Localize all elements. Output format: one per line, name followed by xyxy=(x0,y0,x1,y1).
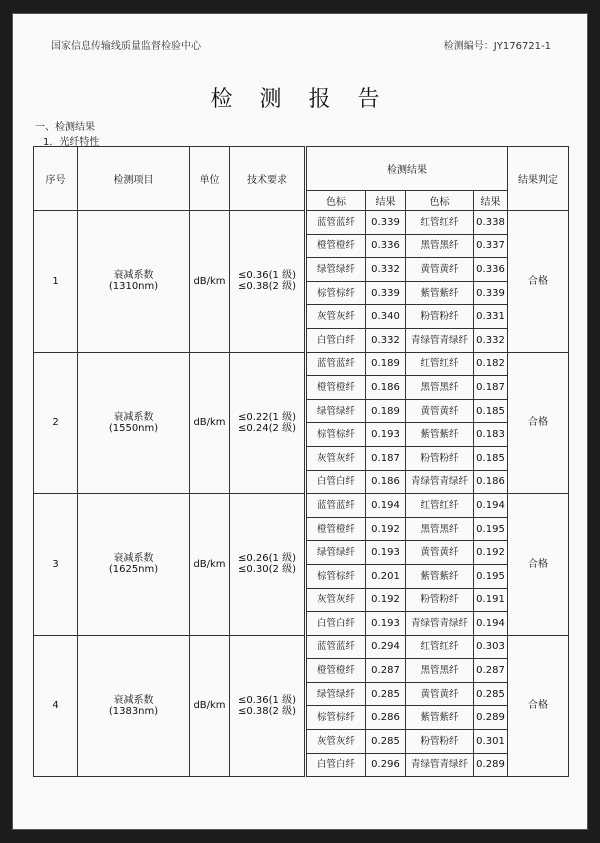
fiber-color-2: 黑管黑纤 xyxy=(406,659,474,683)
fiber-result-1: 0.332 xyxy=(366,258,406,282)
requirement-grade-2: ≤0.38(2 级) xyxy=(238,281,296,293)
fiber-result-2: 0.336 xyxy=(474,258,508,282)
report-page xyxy=(12,13,588,830)
fiber-result-1: 0.336 xyxy=(366,234,406,258)
subheader-value-2: 结果 xyxy=(474,191,508,211)
fiber-color-1: 蓝管蓝纤 xyxy=(306,352,366,376)
fiber-result-1: 0.193 xyxy=(366,541,406,565)
test-item-name: 衰减系数 xyxy=(113,553,154,565)
fiber-color-1: 白管白纤 xyxy=(306,470,366,494)
fiber-color-1: 橙管橙纤 xyxy=(306,659,366,683)
fiber-color-1: 棕管棕纤 xyxy=(306,423,366,447)
header-results: 检测结果 xyxy=(306,147,508,191)
fiber-result-1: 0.340 xyxy=(366,305,406,329)
results-table xyxy=(33,146,569,777)
fiber-color-2: 红管红纤 xyxy=(406,352,474,376)
fiber-color-2: 粉管粉纤 xyxy=(406,305,474,329)
unit-cell: dB/km xyxy=(190,211,230,353)
table-row xyxy=(34,635,569,659)
requirement-cell xyxy=(230,352,306,494)
fiber-color-1: 蓝管蓝纤 xyxy=(306,494,366,518)
fiber-color-2: 黑管黑纤 xyxy=(406,517,474,541)
header-requirement: 技术要求 xyxy=(230,147,306,211)
test-item-name: 衰减系数 xyxy=(113,270,154,282)
header-item: 检测项目 xyxy=(78,147,190,211)
fiber-color-1: 棕管棕纤 xyxy=(306,281,366,305)
subheader-color-2: 色标 xyxy=(406,191,474,211)
fiber-result-1: 0.285 xyxy=(366,730,406,754)
fiber-result-2: 0.331 xyxy=(474,305,508,329)
report-number: 检测编号：JY176721-1 xyxy=(443,41,551,52)
fiber-color-2: 紫管紫纤 xyxy=(406,706,474,730)
fiber-result-1: 0.294 xyxy=(366,635,406,659)
test-item-wavelength: (1383nm) xyxy=(108,705,159,717)
test-item-name: 衰减系数 xyxy=(113,411,154,423)
requirement-grade-1: ≤0.22(1 级) xyxy=(238,411,296,423)
fiber-result-1: 0.193 xyxy=(366,423,406,447)
fiber-color-1: 白管白纤 xyxy=(306,328,366,352)
requirement-cell xyxy=(230,494,306,636)
test-item-name: 衰减系数 xyxy=(113,694,154,706)
group-index: 2 xyxy=(34,352,78,494)
fiber-color-2: 黑管黑纤 xyxy=(406,376,474,400)
fiber-result-2: 0.192 xyxy=(474,541,508,565)
fiber-result-1: 0.339 xyxy=(366,211,406,235)
fiber-result-2: 0.301 xyxy=(474,730,508,754)
requirement-grade-2: ≤0.30(2 级) xyxy=(238,564,296,576)
judgement-cell: 合格 xyxy=(508,211,569,353)
fiber-color-2: 粉管粉纤 xyxy=(406,588,474,612)
fiber-color-2: 紫管紫纤 xyxy=(406,423,474,447)
test-item-wavelength: (1625nm) xyxy=(108,564,159,576)
fiber-color-2: 紫管紫纤 xyxy=(406,281,474,305)
test-item-wavelength: (1550nm) xyxy=(108,422,159,434)
fiber-color-2: 红管红纤 xyxy=(406,494,474,518)
requirement-grade-1: ≤0.36(1 级) xyxy=(238,694,296,706)
fiber-color-1: 绿管绿纤 xyxy=(306,682,366,706)
fiber-color-1: 灰管灰纤 xyxy=(306,730,366,754)
table-row xyxy=(34,494,569,518)
fiber-color-2: 紫管紫纤 xyxy=(406,564,474,588)
fiber-result-2: 0.337 xyxy=(474,234,508,258)
fiber-result-2: 0.182 xyxy=(474,352,508,376)
fiber-color-2: 青绿管青绿纤 xyxy=(406,753,474,777)
group-index: 1 xyxy=(34,211,78,353)
group-index: 3 xyxy=(34,494,78,636)
group-index: 4 xyxy=(34,635,78,777)
fiber-result-1: 0.186 xyxy=(366,470,406,494)
fiber-result-1: 0.296 xyxy=(366,753,406,777)
unit-cell: dB/km xyxy=(190,494,230,636)
fiber-color-1: 灰管灰纤 xyxy=(306,305,366,329)
header-judgement: 结果判定 xyxy=(508,147,569,211)
header-index: 序号 xyxy=(34,147,78,211)
fiber-color-2: 粉管粉纤 xyxy=(406,730,474,754)
fiber-result-1: 0.192 xyxy=(366,588,406,612)
judgement-cell: 合格 xyxy=(508,635,569,777)
fiber-color-1: 棕管棕纤 xyxy=(306,564,366,588)
fiber-result-1: 0.189 xyxy=(366,352,406,376)
fiber-result-1: 0.286 xyxy=(366,706,406,730)
test-item xyxy=(78,211,190,353)
fiber-result-1: 0.193 xyxy=(366,612,406,636)
fiber-result-2: 0.289 xyxy=(474,753,508,777)
fiber-result-1: 0.194 xyxy=(366,494,406,518)
subheader-value-1: 结果 xyxy=(366,191,406,211)
fiber-color-1: 橙管橙纤 xyxy=(306,517,366,541)
fiber-result-2: 0.195 xyxy=(474,517,508,541)
header-unit: 单位 xyxy=(190,147,230,211)
unit-cell: dB/km xyxy=(190,352,230,494)
fiber-color-2: 黄管黄纤 xyxy=(406,258,474,282)
table-row xyxy=(34,352,569,376)
fiber-result-2: 0.185 xyxy=(474,446,508,470)
fiber-color-2: 黄管黄纤 xyxy=(406,541,474,565)
fiber-color-1: 棕管棕纤 xyxy=(306,706,366,730)
fiber-color-1: 绿管绿纤 xyxy=(306,258,366,282)
fiber-result-2: 0.194 xyxy=(474,494,508,518)
fiber-result-1: 0.339 xyxy=(366,281,406,305)
fiber-result-1: 0.332 xyxy=(366,328,406,352)
fiber-result-1: 0.287 xyxy=(366,659,406,683)
fiber-result-1: 0.192 xyxy=(366,517,406,541)
fiber-color-1: 灰管灰纤 xyxy=(306,446,366,470)
fiber-color-2: 粉管粉纤 xyxy=(406,446,474,470)
fiber-result-2: 0.195 xyxy=(474,564,508,588)
fiber-color-1: 橙管橙纤 xyxy=(306,234,366,258)
fiber-result-2: 0.287 xyxy=(474,659,508,683)
fiber-result-2: 0.338 xyxy=(474,211,508,235)
fiber-result-2: 0.183 xyxy=(474,423,508,447)
report-title: 检 测 报 告 xyxy=(210,87,390,112)
fiber-result-1: 0.186 xyxy=(366,376,406,400)
fiber-color-1: 蓝管蓝纤 xyxy=(306,211,366,235)
requirement-grade-1: ≤0.26(1 级) xyxy=(238,553,296,565)
section-heading: 一、检测结果 xyxy=(35,122,95,133)
test-item-wavelength: (1310nm) xyxy=(108,281,159,293)
fiber-result-1: 0.285 xyxy=(366,682,406,706)
fiber-result-1: 0.201 xyxy=(366,564,406,588)
fiber-color-1: 蓝管蓝纤 xyxy=(306,635,366,659)
unit-cell: dB/km xyxy=(190,635,230,777)
fiber-color-2: 红管红纤 xyxy=(406,211,474,235)
judgement-cell: 合格 xyxy=(508,494,569,636)
fiber-color-1: 绿管绿纤 xyxy=(306,399,366,423)
fiber-result-2: 0.339 xyxy=(474,281,508,305)
fiber-result-2: 0.332 xyxy=(474,328,508,352)
fiber-result-1: 0.189 xyxy=(366,399,406,423)
subheader-color-1: 色标 xyxy=(306,191,366,211)
requirement-cell xyxy=(230,211,306,353)
fiber-result-2: 0.187 xyxy=(474,376,508,400)
table-header-row xyxy=(34,147,569,191)
fiber-color-2: 红管红纤 xyxy=(406,635,474,659)
fiber-result-2: 0.303 xyxy=(474,635,508,659)
fiber-color-1: 白管白纤 xyxy=(306,753,366,777)
fiber-color-2: 青绿管青绿纤 xyxy=(406,612,474,636)
fiber-color-1: 绿管绿纤 xyxy=(306,541,366,565)
fiber-result-2: 0.186 xyxy=(474,470,508,494)
requirement-grade-1: ≤0.36(1 级) xyxy=(238,270,296,282)
test-item xyxy=(78,635,190,777)
fiber-result-2: 0.289 xyxy=(474,706,508,730)
fiber-result-2: 0.285 xyxy=(474,682,508,706)
fiber-color-1: 白管白纤 xyxy=(306,612,366,636)
requirement-grade-2: ≤0.24(2 级) xyxy=(238,422,296,434)
fiber-color-2: 青绿管青绿纤 xyxy=(406,328,474,352)
subsection-heading: 1．光纤特性 xyxy=(43,137,100,148)
requirement-cell xyxy=(230,635,306,777)
organization-name: 国家信息传输线质量监督检验中心 xyxy=(51,41,201,52)
fiber-result-1: 0.187 xyxy=(366,446,406,470)
fiber-result-2: 0.191 xyxy=(474,588,508,612)
fiber-color-1: 橙管橙纤 xyxy=(306,376,366,400)
judgement-cell: 合格 xyxy=(508,352,569,494)
fiber-color-2: 黄管黄纤 xyxy=(406,399,474,423)
fiber-color-1: 灰管灰纤 xyxy=(306,588,366,612)
test-item xyxy=(78,494,190,636)
fiber-color-2: 黑管黑纤 xyxy=(406,234,474,258)
requirement-grade-2: ≤0.38(2 级) xyxy=(238,705,296,717)
test-item xyxy=(78,352,190,494)
fiber-result-2: 0.194 xyxy=(474,612,508,636)
fiber-result-2: 0.185 xyxy=(474,399,508,423)
fiber-color-2: 黄管黄纤 xyxy=(406,682,474,706)
table-row xyxy=(34,211,569,235)
fiber-color-2: 青绿管青绿纤 xyxy=(406,470,474,494)
table-body xyxy=(34,211,569,777)
